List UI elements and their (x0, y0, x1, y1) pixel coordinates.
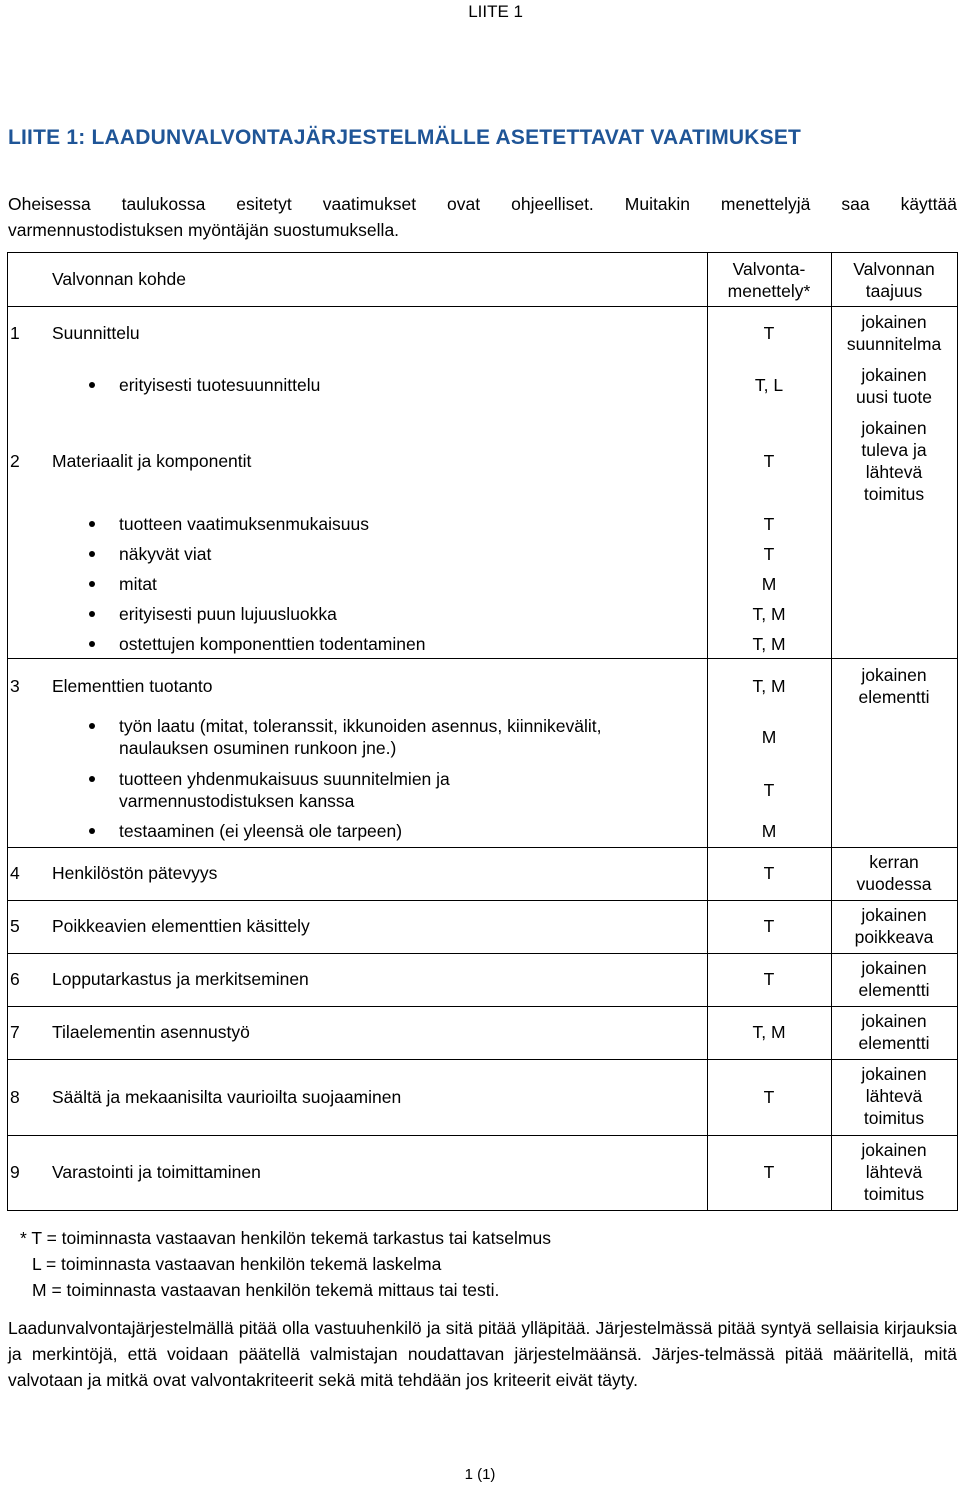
row-number: 4 (10, 863, 20, 883)
row-number: 9 (10, 1162, 20, 1182)
bullet-item: erityisesti puun lujuusluokka (119, 604, 337, 624)
row-label: Elementtien tuotanto (52, 676, 213, 696)
bullet-item (119, 715, 601, 759)
row-frequency (831, 1139, 957, 1205)
frequency-line: lähtevä (865, 1086, 923, 1106)
frequency-line: toimitus (863, 1184, 925, 1204)
row-method: T (763, 1162, 775, 1182)
row-label: Poikkeavien elementtien käsittely (52, 916, 310, 936)
row-label: Suunnittelu (52, 323, 140, 343)
row-number: 8 (10, 1087, 20, 1107)
bullet-item (119, 768, 450, 812)
table-border-right (957, 252, 958, 1211)
intro-paragraph (8, 191, 957, 243)
legend-notes (20, 1225, 551, 1303)
frequency-line: lähtevä (865, 1162, 923, 1182)
row-frequency (831, 417, 957, 505)
frequency-line: lähtevä (865, 462, 923, 482)
table-rule (7, 1006, 958, 1007)
row-label: Lopputarkastus ja merkitseminen (52, 969, 309, 989)
row-frequency (831, 851, 957, 895)
frequency-line: vuodessa (856, 874, 932, 894)
row-frequency (831, 904, 957, 948)
closing-paragraph: Laadunvalvontajärjestelmällä pitää olla vastuuhenkilö ja sitä pitää ylläpitää. Järjestelmässä pitää syntyä sellaisia kirjauksia ja merkintöjä, että voidaan päätellä valmistajan noudattavan järjestelmäänsä. Järjes-telmässä pitää määritellä, mitä valvotaan ja mitkä ovat valvontakriteerit sekä mitä tehdään jos kriteerit eivät täyty. (8, 1318, 957, 1390)
row-label: Materiaalit ja komponentit (52, 451, 252, 471)
frequency-line: jokainen (861, 1140, 927, 1160)
row-method: T (763, 451, 775, 471)
row-method: T (763, 1087, 775, 1107)
bullet-item: erityisesti tuotesuunnittelu (119, 375, 321, 395)
frequency-line: tuleva ja (861, 440, 927, 460)
frequency-line: jokainen (861, 958, 927, 978)
frequency-line: jokainen (861, 312, 927, 332)
header-taajuus-line: taajuus (865, 281, 923, 301)
table-rule (7, 900, 958, 901)
header-menettely-line: Valvonta- (732, 259, 806, 279)
header-menettely-line: menettely* (727, 281, 811, 301)
row-method: T, M (752, 1022, 786, 1042)
table-rule (7, 1135, 958, 1136)
row-number: 2 (10, 451, 20, 471)
row-number: 5 (10, 916, 20, 936)
frequency-line: elementti (858, 1033, 930, 1053)
header-menettely (707, 258, 831, 302)
bullet-item: tuotteen vaatimuksenmukaisuus (119, 514, 369, 534)
requirements-table (7, 252, 958, 1211)
row-method: T, L (754, 375, 784, 395)
row-label: Henkilöstön pätevyys (52, 863, 218, 883)
intro-line-2: varmennustodistuksen myöntäjän suostumuksella. (8, 220, 400, 240)
row-method: T, M (752, 676, 786, 696)
intro-line-1: Oheisessa taulukossa esitetyt vaatimukset ovat ohjeelliset. Muitakin menettelyjä saa käyttää (8, 194, 957, 214)
bullet-line: varmennustodistuksen kanssa (119, 791, 355, 811)
table-rule (7, 847, 958, 848)
table-rule (7, 658, 958, 659)
row-frequency (831, 1063, 957, 1129)
frequency-line: poikkeava (854, 927, 934, 947)
row-frequency (831, 664, 957, 708)
table-border-left (7, 252, 8, 1211)
row-method: T (763, 323, 775, 343)
row-method: T (763, 916, 775, 936)
row-number: 7 (10, 1022, 20, 1042)
frequency-line: uusi tuote (856, 387, 932, 407)
row-label: Varastointi ja toimittaminen (52, 1162, 261, 1182)
header-taajuus (831, 258, 957, 302)
frequency-line: jokainen (861, 418, 927, 438)
row-method: T, M (752, 634, 786, 654)
bullet-item: ostettujen komponenttien todentaminen (119, 634, 426, 654)
row-method: M (761, 821, 777, 841)
row-frequency (831, 957, 957, 1001)
header-kohde: Valvonnan kohde (52, 269, 186, 289)
bullet-item: mitat (119, 574, 157, 594)
frequency-line: jokainen (861, 665, 927, 685)
frequency-line: elementti (858, 980, 930, 1000)
row-method: T (763, 780, 775, 800)
row-number: 3 (10, 676, 20, 696)
document-title: LIITE 1: LAADUNVALVONTAJÄRJESTELMÄLLE ASETETTAVAT VAATIMUKSET (8, 126, 802, 149)
table-rule (7, 953, 958, 954)
frequency-line: toimitus (863, 1108, 925, 1128)
row-number: 6 (10, 969, 20, 989)
row-label: Säältä ja mekaanisilta vaurioilta suojaaminen (52, 1087, 402, 1107)
frequency-line: elementti (858, 687, 930, 707)
row-method: M (761, 574, 777, 594)
frequency-line: jokainen (861, 905, 927, 925)
row-label: Tilaelementin asennustyö (52, 1022, 250, 1042)
table-rule (7, 306, 958, 307)
frequency-line: jokainen (861, 1064, 927, 1084)
row-method: M (761, 727, 777, 747)
frequency-line: jokainen (861, 365, 927, 385)
table-rule (7, 252, 958, 253)
frequency-line: toimitus (863, 484, 925, 504)
row-number: 1 (10, 323, 20, 343)
row-method: T (763, 969, 775, 989)
bullet-item: näkyvät viat (119, 544, 212, 564)
note-t: * T = toiminnasta vastaavan henkilön tekemä tarkastus tai katselmus (20, 1228, 551, 1248)
page-header-label: LIITE 1 (468, 2, 523, 21)
table-rule (7, 1059, 958, 1060)
bullet-line: työn laatu (mitat, toleranssit, ikkunoiden asennus, kiinnikevälit, (119, 716, 602, 736)
row-method: T (763, 544, 775, 564)
row-method: T (763, 863, 775, 883)
bullet-line: naulauksen osuminen runkoon jne.) (119, 738, 397, 758)
bullet-line: tuotteen yhdenmukaisuus suunnitelmien ja (119, 769, 450, 789)
row-frequency (831, 311, 957, 355)
row-frequency (831, 364, 957, 408)
note-m: M = toiminnasta vastaavan henkilön tekemä mittaus tai testi. (32, 1280, 500, 1300)
frequency-line: jokainen (861, 1011, 927, 1031)
bullet-item: testaaminen (ei yleensä ole tarpeen) (119, 821, 403, 841)
row-frequency (831, 1010, 957, 1054)
frequency-line: suunnitelma (846, 334, 942, 354)
row-method: T, M (752, 604, 786, 624)
frequency-line: kerran (869, 852, 919, 872)
row-method: T (763, 514, 775, 534)
table-rule (7, 1210, 958, 1211)
note-l: L = toiminnasta vastaavan henkilön tekemä laskelma (32, 1254, 442, 1274)
header-taajuus-line: Valvonnan (853, 259, 935, 279)
page-number: 1 (1) (464, 1466, 496, 1483)
